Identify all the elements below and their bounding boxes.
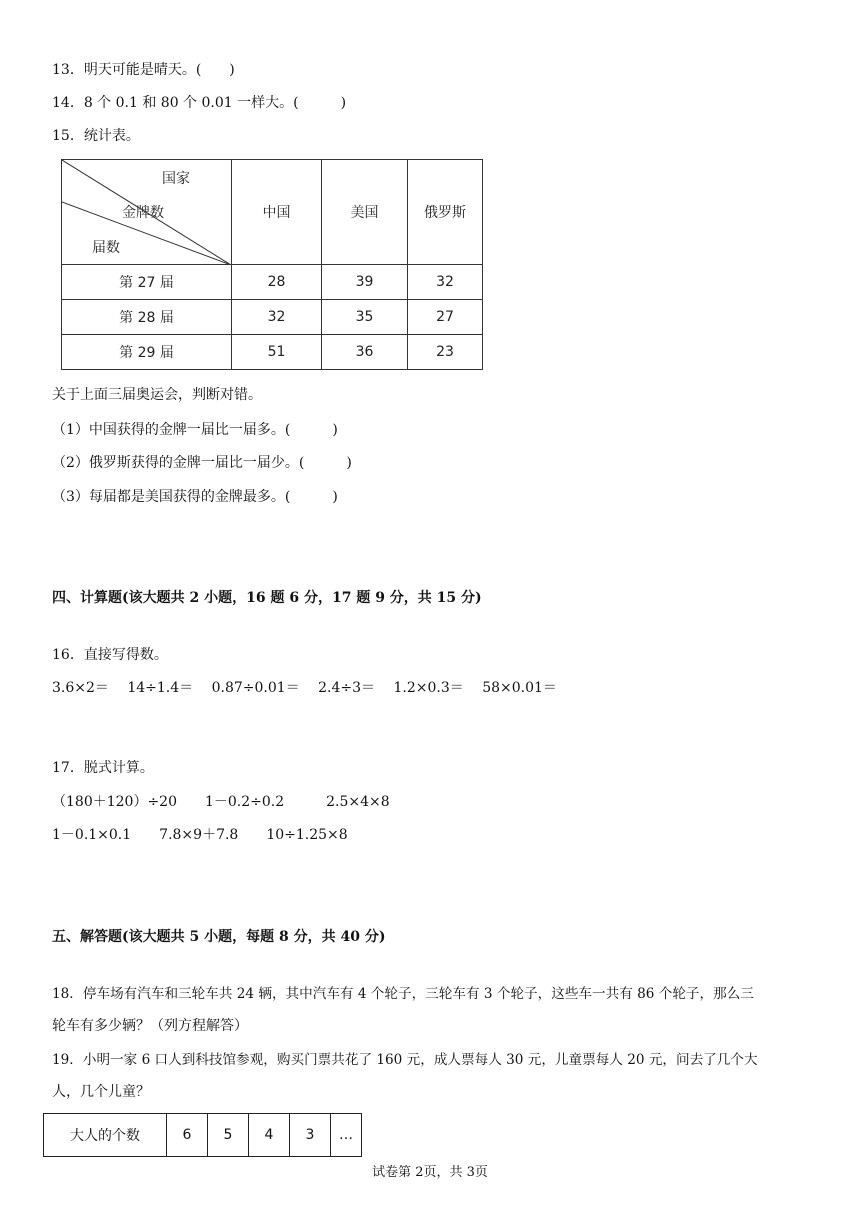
row-label: 大人的个数 <box>44 1114 167 1157</box>
question-16: 16．直接写得数。 <box>52 647 168 663</box>
row-label: 第 27 届 <box>62 265 232 300</box>
table-row <box>62 300 483 335</box>
table-cell: 6 <box>167 1114 208 1157</box>
country-header-cell: 中国 <box>232 160 322 265</box>
table-cell: 28 <box>232 265 322 300</box>
table-cell: 39 <box>322 265 408 300</box>
question-15: 15．统计表。 <box>52 128 140 144</box>
question-14: 14．8 个 0.1 和 80 个 0.01 一样大。( ) <box>52 95 347 111</box>
statistics-table <box>61 159 483 370</box>
section-5-heading: 五、解答题(该大题共 5 小题，每题 8 分，共 40 分) <box>52 929 386 945</box>
table-cell: 51 <box>232 335 322 370</box>
question-17-row-1: （180＋120）÷20 1－0.2÷0.2 2.5×4×8 <box>52 794 390 810</box>
table-row <box>44 1114 362 1157</box>
table-cell: … <box>331 1114 362 1157</box>
question-19-line-1: 19．小明一家 6 口人到科技馆参观，购买门票共花了 160 元，成人票每人 30 元，儿童票每人 20 元，问去了几个大 <box>52 1052 758 1068</box>
question-15-part-2: （2）俄罗斯获得的金牌一届比一届少。( ) <box>52 455 352 471</box>
table-cell: 3 <box>290 1114 331 1157</box>
country-header-cell: 俄罗斯 <box>408 160 483 265</box>
adult-count-table <box>43 1113 362 1157</box>
row-label: 第 28 届 <box>62 300 232 335</box>
question-18-line-2: 轮车有多少辆？（列方程解答） <box>52 1018 248 1034</box>
question-18-line-1: 18．停车场有汽车和三轮车共 24 辆，其中汽车有 4 个轮子，三轮车有 3 个轮子，这些车一共有 86 个轮子，那么三 <box>52 986 754 1002</box>
question-15-part-3: （3）每届都是美国获得的金牌最多。( ) <box>52 489 338 505</box>
header-country: 国家 <box>162 171 190 187</box>
page-footer: 试卷第 2页，共 3页 <box>372 1165 488 1180</box>
question-19-line-2: 人，几个儿童？ <box>52 1084 150 1100</box>
question-17: 17．脱式计算。 <box>52 760 154 776</box>
question-15-part-1: （1）中国获得的金牌一届比一届多。( ) <box>52 422 338 438</box>
table-cell: 36 <box>322 335 408 370</box>
header-edition: 届数 <box>92 240 120 256</box>
table-cell: 5 <box>208 1114 249 1157</box>
table-row <box>62 265 483 300</box>
question-13: 13．明天可能是晴天。( ) <box>52 62 235 78</box>
table-cell: 35 <box>322 300 408 335</box>
row-label: 第 29 届 <box>62 335 232 370</box>
header-medals: 金牌数 <box>122 205 164 221</box>
table-row <box>62 335 483 370</box>
diagonal-header-cell <box>62 160 232 265</box>
table-cell: 4 <box>249 1114 290 1157</box>
table-cell: 27 <box>408 300 483 335</box>
table-cell: 32 <box>232 300 322 335</box>
question-17-row-2: 1－0.1×0.1 7.8×9＋7.8 10÷1.25×8 <box>52 827 348 843</box>
question-16-items: 3.6×2＝ 14÷1.4＝ 0.87÷0.01＝ 2.4÷3＝ 1.2×0.3＝ 58×0.01＝ <box>52 680 557 696</box>
table-cell: 32 <box>408 265 483 300</box>
country-header-cell: 美国 <box>322 160 408 265</box>
table-cell: 23 <box>408 335 483 370</box>
section-4-heading: 四、计算题(该大题共 2 小题，16 题 6 分，17 题 9 分，共 15 分) <box>52 590 482 606</box>
question-15-intro: 关于上面三届奥运会，判断对错。 <box>52 387 262 403</box>
